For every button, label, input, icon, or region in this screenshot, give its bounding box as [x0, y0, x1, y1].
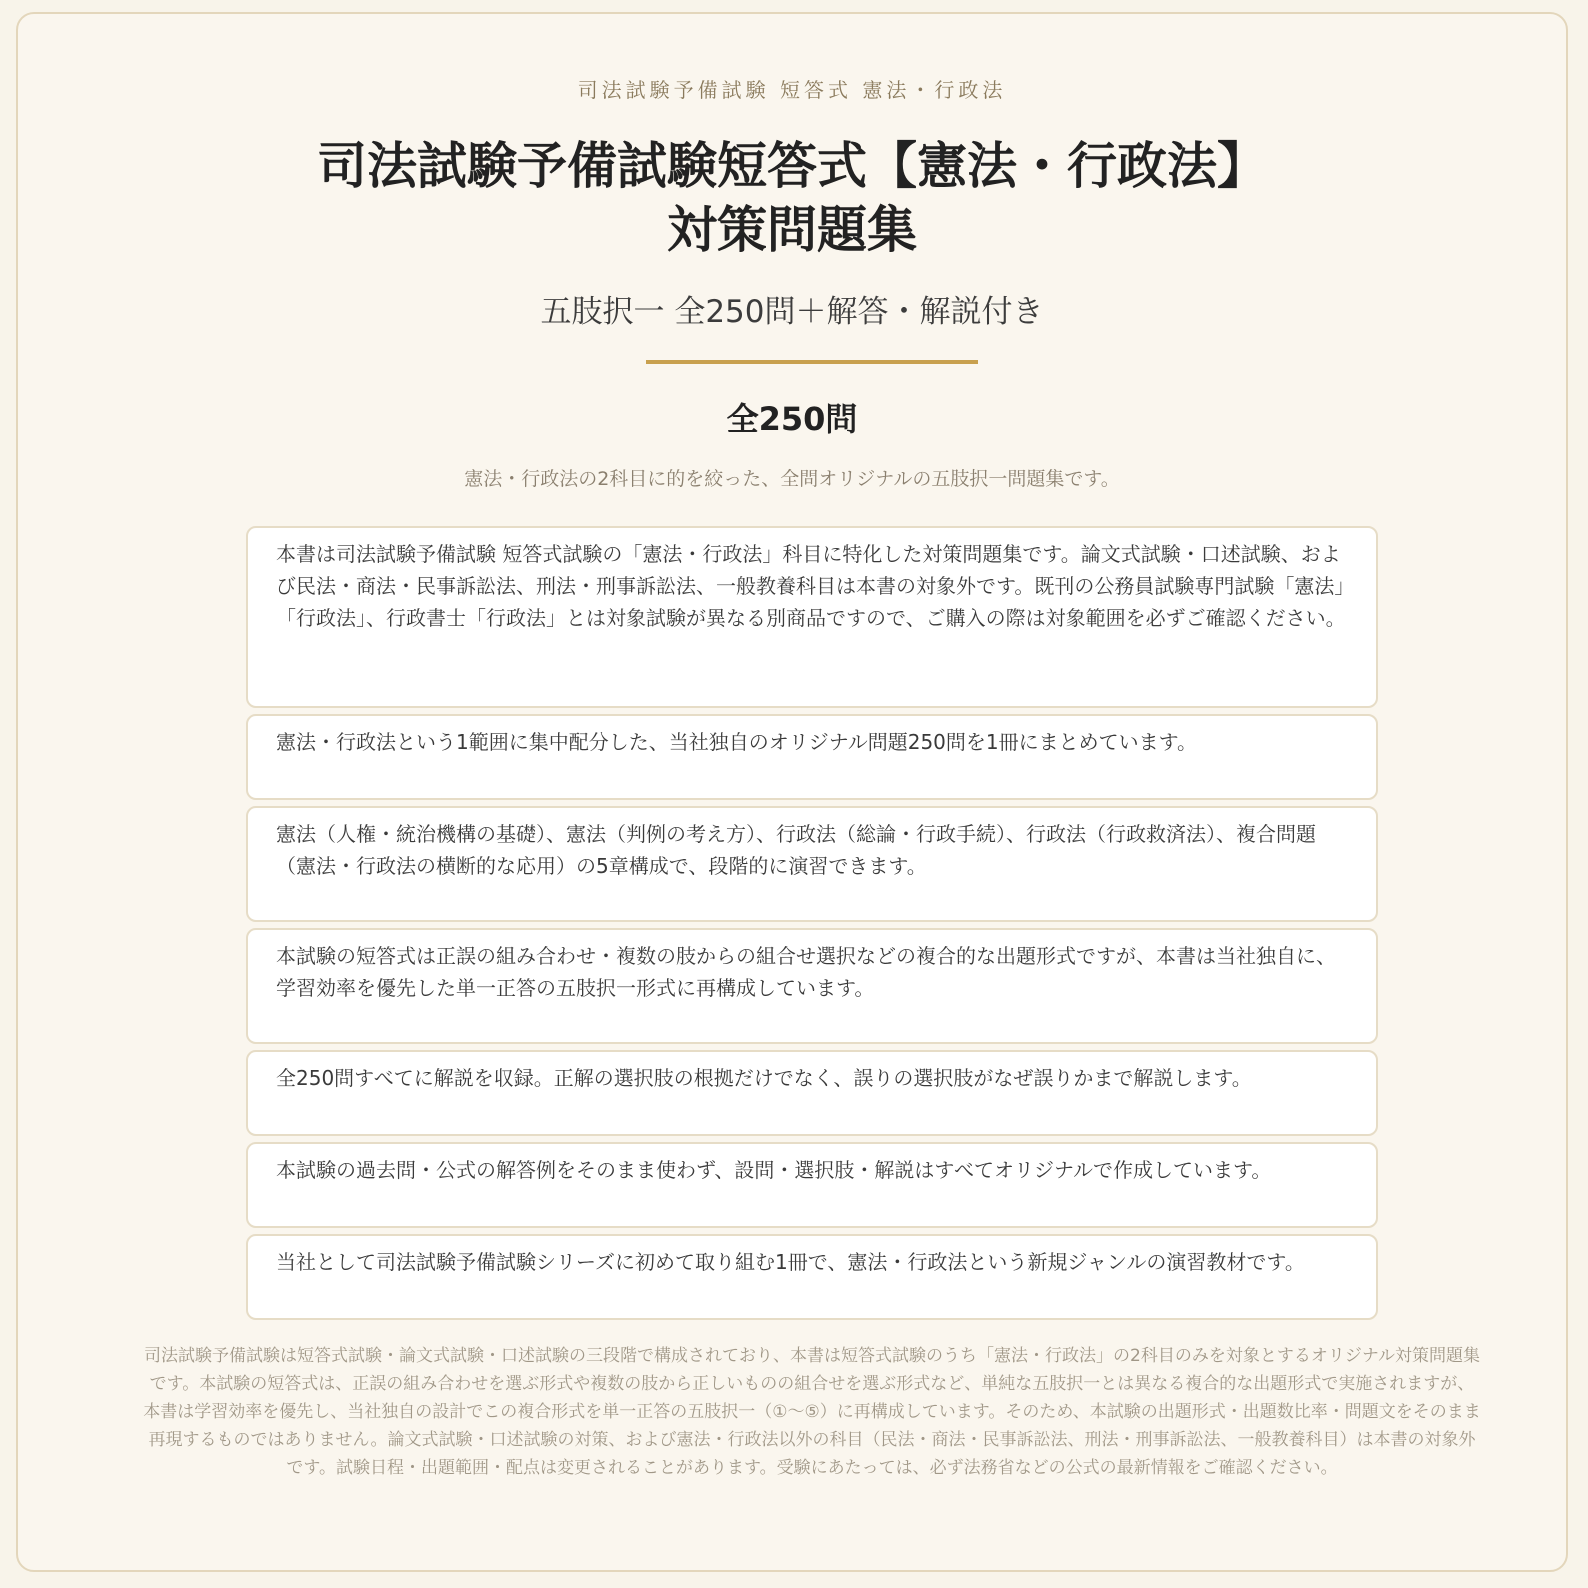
question-count: 全250問: [726, 400, 858, 438]
disclaimer-notes: 司法試験予備試験は短答式試験・論文式試験・口述試験の三段階で構成されており、本書は短答式試験のうち「憲法・行政法」の2科目のみを対象とするオリジナル対策問題集です。本試験の短答式は、正誤の組み合わせを選ぶ形式や複数の肢から正しいものの組合せを選ぶ形式など、単純な五肢択一とは異なる複合的な出題形式で実施されますが、本書は学習効率を優先し、当社独自の設計でこの複合形式を単一正答の五肢択一（①〜⑤）に再構成しています。そのため、本試験の出題形式・出題数比率・問題文をそのまま再現するものではありません。論文式試験・口述試験の対策、および憲法・行政法以外の科目（民法・商法・民事訴訟法、刑法・刑事訴訟法、一般教養科目）は本書の対象外です。試験日程・出題範囲・配点は変更されることがあります。受験にあたっては、必ず法務省などの公式の最新情報をご確認ください。: [143, 1346, 1481, 1478]
feature-card: 当社として司法試験予備試験シリーズに初めて取り組む1冊で、憲法・行政法という新規ジャンルの演習教材です。: [246, 1234, 1378, 1320]
lead-text: 憲法・行政法の2科目に的を絞った、全問オリジナルの五肢択一問題集です。: [464, 468, 1120, 490]
feature-card: 本試験の過去問・公式の解答例をそのまま使わず、設問・選択肢・解説はすべてオリジナルで作成しています。: [246, 1142, 1378, 1228]
page-frame: [16, 12, 1568, 1572]
title-line-1: 司法試験予備試験短答式【憲法・行政法】: [317, 137, 1267, 195]
feature-card: 憲法・行政法という1範囲に集中配分した、当社独自のオリジナル問題250問を1冊にまとめています。: [246, 714, 1378, 800]
accent-divider: [646, 360, 978, 364]
subtitle: 五肢択一 全250問＋解答・解説付き: [540, 294, 1044, 330]
feature-card: 本試験の短答式は正誤の組み合わせ・複数の肢からの組合せ選択などの複合的な出題形式ですが、本書は当社独自に、学習効率を優先した単一正答の五肢択一形式に再構成しています。: [246, 928, 1378, 1044]
kicker-text: 司法試験予備試験 短答式 憲法・行政法: [577, 78, 1007, 102]
feature-card: 本書は司法試験予備試験 短答式試験の「憲法・行政法」科目に特化した対策問題集です。論文式試験・口述試験、および民法・商法・民事訴訟法、刑法・刑事訴訟法、一般教養科目は本書の対象外です。既刊の公務員試験専門試験「憲法」「行政法」、行政書士「行政法」とは対象試験が異なる別商品ですので、ご購入の際は対象範囲を必ずご確認ください。: [246, 526, 1378, 708]
feature-card: 全250問すべてに解説を収録。正解の選択肢の根拠だけでなく、誤りの選択肢がなぜ誤りかまで解説します。: [246, 1050, 1378, 1136]
title-line-2: 対策問題集: [667, 201, 917, 259]
page-title: [118, 134, 1466, 262]
feature-list: [246, 526, 1378, 1326]
feature-card: 憲法（人権・統治機構の基礎）、憲法（判例の考え方）、行政法（総論・行政手続）、行政法（行政救済法）、複合問題（憲法・行政法の横断的な応用）の5章構成で、段階的に演習できます。: [246, 806, 1378, 922]
